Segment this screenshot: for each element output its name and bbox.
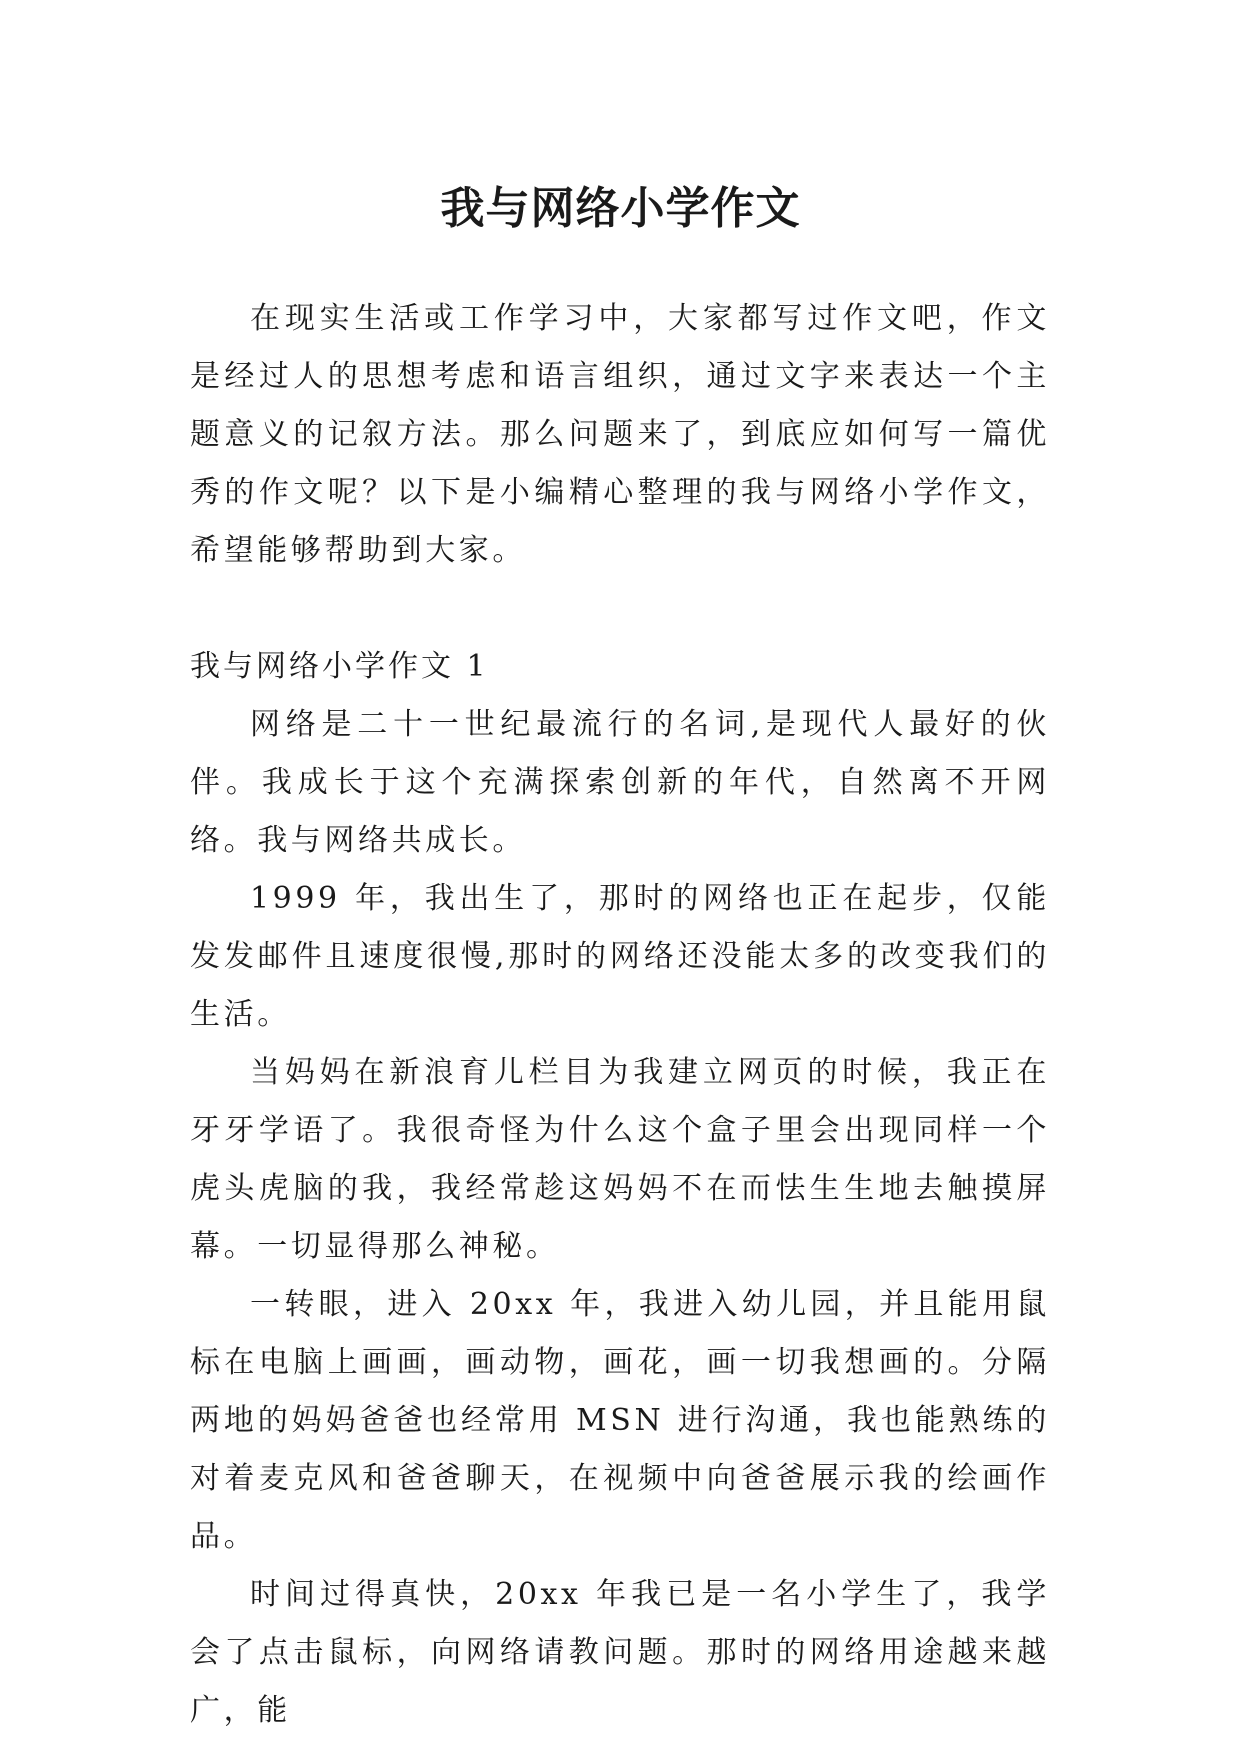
intro-paragraph: 在现实生活或工作学习中，大家都写过作文吧，作文是经过人的思想考虑和语言组织，通过文字来表达一个主题意义的记叙方法。那么问题来了，到底应如何写一篇优秀的作文呢？以下是小编精心整理的我与网络小学作文，希望能够帮助到大家。: [190, 301, 1050, 568]
document-body: [190, 290, 1050, 1740]
body-paragraph-1: 网络是二十一世纪最流行的名词,是现代人最好的伙伴。我成长于这个充满探索创新的年代，自然离不开网络。我与网络共成长。: [190, 707, 1050, 858]
document-title: 我与网络小学作文: [440, 183, 801, 235]
body-paragraph-4: 一转眼，进入 20xx 年，我进入幼儿园，并且能用鼠标在电脑上画画，画动物，画花，画一切我想画的。分隔两地的妈妈爸爸也经常用 MSN 进行沟通，我也能熟练的对着麦克风和爸爸聊天，在视频中向爸爸展示我的绘画作品。: [190, 1287, 1050, 1554]
body-paragraph-5: 时间过得真快，20xx 年我已是一名小学生了，我学会了点击鼠标，向网络请教问题。那时的网络用途越来越广，能: [190, 1577, 1050, 1728]
section-heading: 我与网络小学作文 1: [190, 649, 489, 684]
body-paragraph-3: 当妈妈在新浪育儿栏目为我建立网页的时候，我正在牙牙学语了。我很奇怪为什么这个盒子里会出现同样一个虎头虎脑的我，我经常趁这妈妈不在而怯生生地去触摸屏幕。一切显得那么神秘。: [190, 1055, 1050, 1264]
body-paragraph-2: 1999 年，我出生了，那时的网络也正在起步，仅能发发邮件且速度很慢,那时的网络还没能太多的改变我们的生活。: [190, 881, 1050, 1032]
